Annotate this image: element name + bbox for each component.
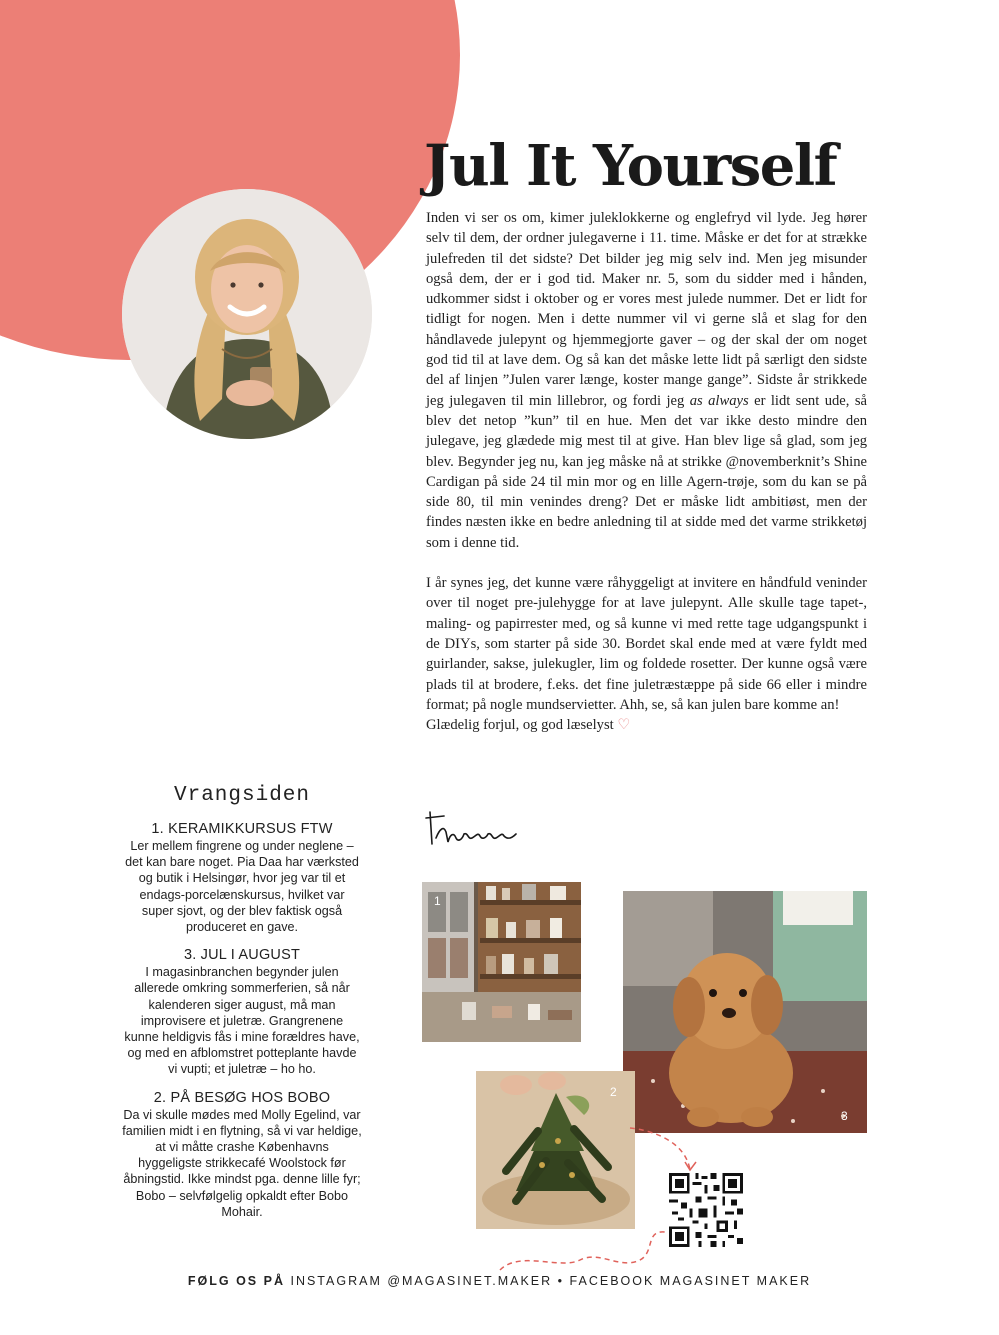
sidebar-title: Vrangsiden xyxy=(173,784,311,807)
photo-number: 2 xyxy=(610,1085,617,1099)
footer-facebook-link[interactable]: FACEBOOK MAGASINET MAKER xyxy=(569,1274,812,1288)
editorial-text xyxy=(426,208,867,735)
sidebar-section-text: Ler mellem fingrene og under neglene – det kan bare noget. Pia Daa har værksted og butik i Helsingør, hvor jeg var til et endags-porcelænskursus, hvilket var super sjovt, og der blev faktisk også produceret en gave. xyxy=(125,839,359,935)
footer-separator: • xyxy=(557,1274,565,1288)
sidebar-section-text: Da vi skulle mødes med Molly Egelind, var familien midt i en flytning, så vi var heldige, at vi måtte crashe Københavns hyggeligste strikkecafé Woolstock før åbningstid. Ikke mindst pga. denne lille fyr; Bobo – selvfølgelig opkaldt efter Bobo Mohair. xyxy=(122,1107,362,1219)
photo-number: 3 xyxy=(841,1109,848,1123)
sidebar-vrangsiden xyxy=(122,784,362,1232)
photo-dog-bobo xyxy=(623,891,867,1133)
footer-label: FØLG OS PÅ xyxy=(187,1274,285,1288)
sidebar-section-heading: 3. JUL I AUGUST xyxy=(183,947,301,964)
sidebar-section-heading: 2. PÅ BESØG HOS BOBO xyxy=(153,1089,331,1106)
editor-portrait xyxy=(122,189,372,439)
heart-outline-icon: ♡ xyxy=(617,717,631,734)
sidebar-section xyxy=(122,947,362,1077)
closing-line: Glædelig forjul, og god læselyst xyxy=(426,717,614,734)
editorial-paragraph-1: Inden vi ser os om, kimer juleklokkerne og englefryd vil lyde. Jeg hører selv til dem, der ordner julegaverne i 11. time. Måske er det for at strække julefreden til det sidste? Det bilder jeg mig selv ind. Men jeg misunder også dem, der er i god tid. Maker nr. 5, som du sidder med i hånden, udkommer sidst i oktober og er vores mest julede nummer. Det er lidt for tidligt for nogen. Men i dette nummer vil vi gerne slå et slag for den håndlavede julepynt og hjemmegjorte gaver – og der skal der om noget god tid til at lave dem. Og så kan det måske lette lidt på særligt den sidste del af linjen ”Julen varer længe, koster mange gange”. Sidste år strikkede jeg julegaven til min lillebror, og fordi jeg as always er lidt sent ude, så blev det netop ”kun” til en hue. Men det var ikke desto mindre den julegave, jeg glædede mig mest til at give. Han blev lige så glad, som jeg blev. Begynder jeg nu, kan jeg måske nå at strikke @novemberknit’s Shine Cardigan på side 24 til min mor og en lille Agern-trøje, som du kan se på side 80, til min venindes dreng? Det er måske lidt ambitiøst, men der findes næsten ikke en bedre anledning til at sidde med det varme strikketøj som i denne tid. xyxy=(426,210,867,551)
photo-number: 1 xyxy=(434,894,441,908)
page-title: Jul It Yourself xyxy=(424,133,837,199)
footer-social-links xyxy=(0,1274,999,1288)
qr-code[interactable] xyxy=(669,1173,743,1247)
sidebar-section xyxy=(122,821,362,935)
footer-instagram-link[interactable]: INSTAGRAM @MAGASINET.MAKER xyxy=(290,1274,553,1288)
editorial-paragraph-2: I år synes jeg, det kunne være råhyggeligt at invitere en håndfuld veninder over til noget pre-julehygge for at lave julepynt. Alle skulle tage tapet-, maling- og papirrester med, og så kunne vi med rette tage udgangspunkt i de DIYs, som starter på side 30. Bordet skal ende med at være fyldt med guirlander, sakse, julekugler, lim og foldede rosetter. Der kunne også være plads til at brodere, f.eks. det fine juletræstæppe på side 66 eller i mindre format; på nogle mundservietter. Ahh, se, så kan julen bare komme an! Glædelig forjul, og god læselyst ♡ xyxy=(426,575,867,734)
sidebar-section-text: I magasinbranchen begynder julen allerede omkring sommerferien, så når kalenderen siger august, må man improvisere et juletræ. Grangrenene kunne heldigvis fås i mine forældres have, og med en afblomstret potteplante havde vi vupti; et juletræ – ho ho. xyxy=(124,965,360,1077)
photo-ceramics-workshop xyxy=(422,882,581,1042)
sidebar-section-heading: 1. KERAMIKKURSUS FTW xyxy=(151,821,333,837)
signature xyxy=(424,798,524,854)
sidebar-section xyxy=(122,1090,362,1220)
